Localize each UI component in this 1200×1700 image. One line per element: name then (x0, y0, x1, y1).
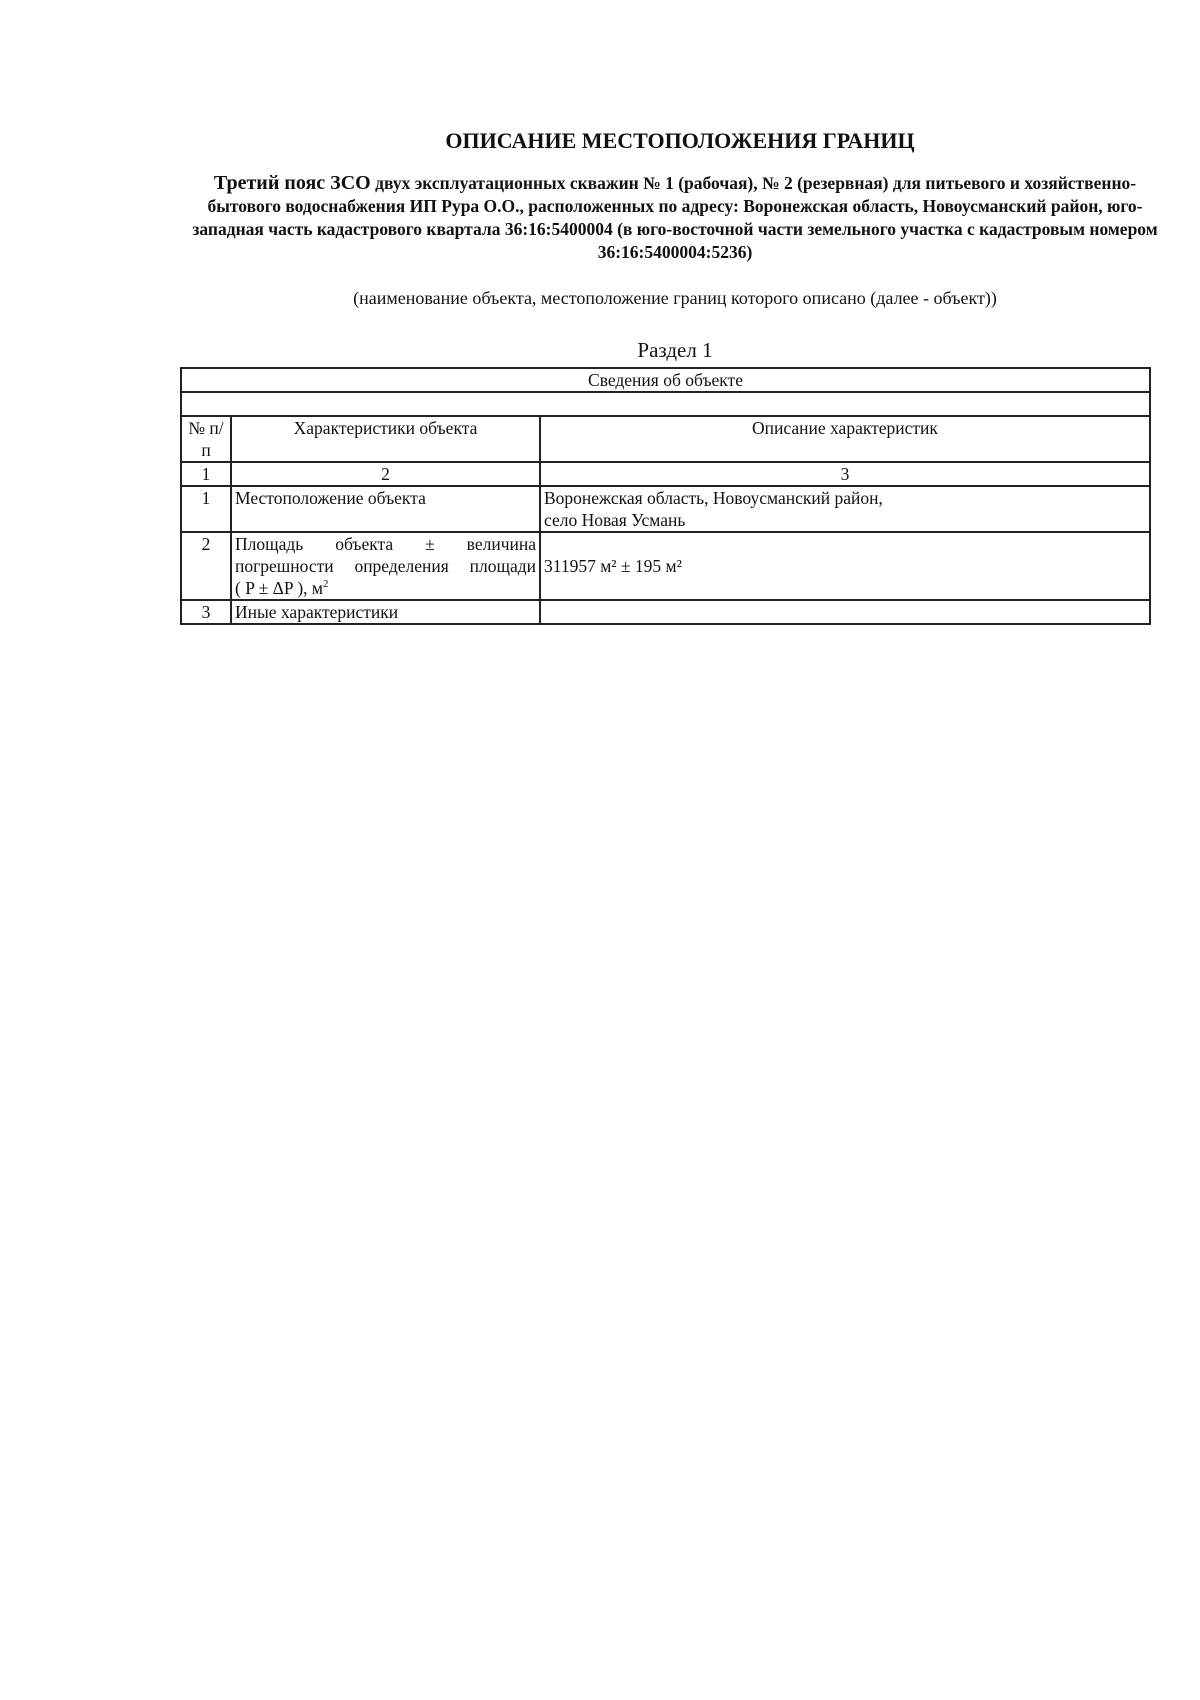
table-spacer-cell (181, 392, 1150, 416)
row-num: 1 (181, 486, 231, 532)
table-heading: Сведения об объекте (181, 368, 1150, 392)
row-description: 311957 м² ± 195 м² (540, 532, 1150, 600)
row-description-line: Воронежская область, Новоусманский район, (544, 488, 883, 508)
table-row (181, 600, 1150, 624)
column-number-2: 2 (231, 462, 540, 486)
object-name-caption: (наименование объекта, местоположение границ которого описано (далее - объект)) (353, 288, 997, 308)
object-name-rest: двух эксплуатационных скважин № 1 (рабочая), № 2 (резервная) для питьевого и хозяйственно-бытового водоснабжения ИП Рура О.О., расположенных по адресу: Воронежская область, Новоусманский район, юго-западная часть кадастрового квартала 36:16:5400004 (в юго-восточной части земельного участка с кадастровым номером 36:16:5400004:5236) (192, 173, 1158, 262)
area-formula: ( P ± ΔP ), м (235, 578, 324, 598)
table-row (181, 486, 1150, 532)
column-number-1: 1 (181, 462, 231, 486)
table-heading-row (181, 368, 1150, 392)
header-num: № п/п (181, 416, 231, 462)
row-num: 3 (181, 600, 231, 624)
row-characteristic: Местоположение объекта (231, 486, 540, 532)
page-title: ОПИСАНИЕ МЕСТОПОЛОЖЕНИЯ ГРАНИЦ (445, 128, 915, 153)
row-description-line: село Новая Усмань (544, 510, 686, 530)
object-name-lead: Третий пояс ЗСО (213, 172, 371, 194)
row-characteristic: Иные характеристики (231, 600, 540, 624)
object-info-table (180, 367, 1151, 625)
column-number-row (181, 462, 1150, 486)
object-name (180, 172, 1170, 264)
header-characteristic: Характеристики объекта (231, 416, 540, 462)
header-description: Описание характеристик (540, 416, 1150, 462)
section-title: Раздел 1 (637, 338, 713, 362)
area-unit-exponent: 2 (323, 578, 329, 591)
row-characteristic-line (235, 577, 536, 599)
row-description (540, 600, 1150, 624)
row-num: 2 (181, 532, 231, 600)
column-number-3: 3 (540, 462, 1150, 486)
table-header-row (181, 416, 1150, 462)
table-spacer-row (181, 392, 1150, 416)
row-description (540, 486, 1150, 532)
table-row (181, 532, 1150, 600)
row-characteristic (231, 532, 540, 600)
row-characteristic-line: погрешности определения площади (235, 556, 536, 576)
row-characteristic-line: Площадь объекта ± величина (235, 534, 536, 554)
